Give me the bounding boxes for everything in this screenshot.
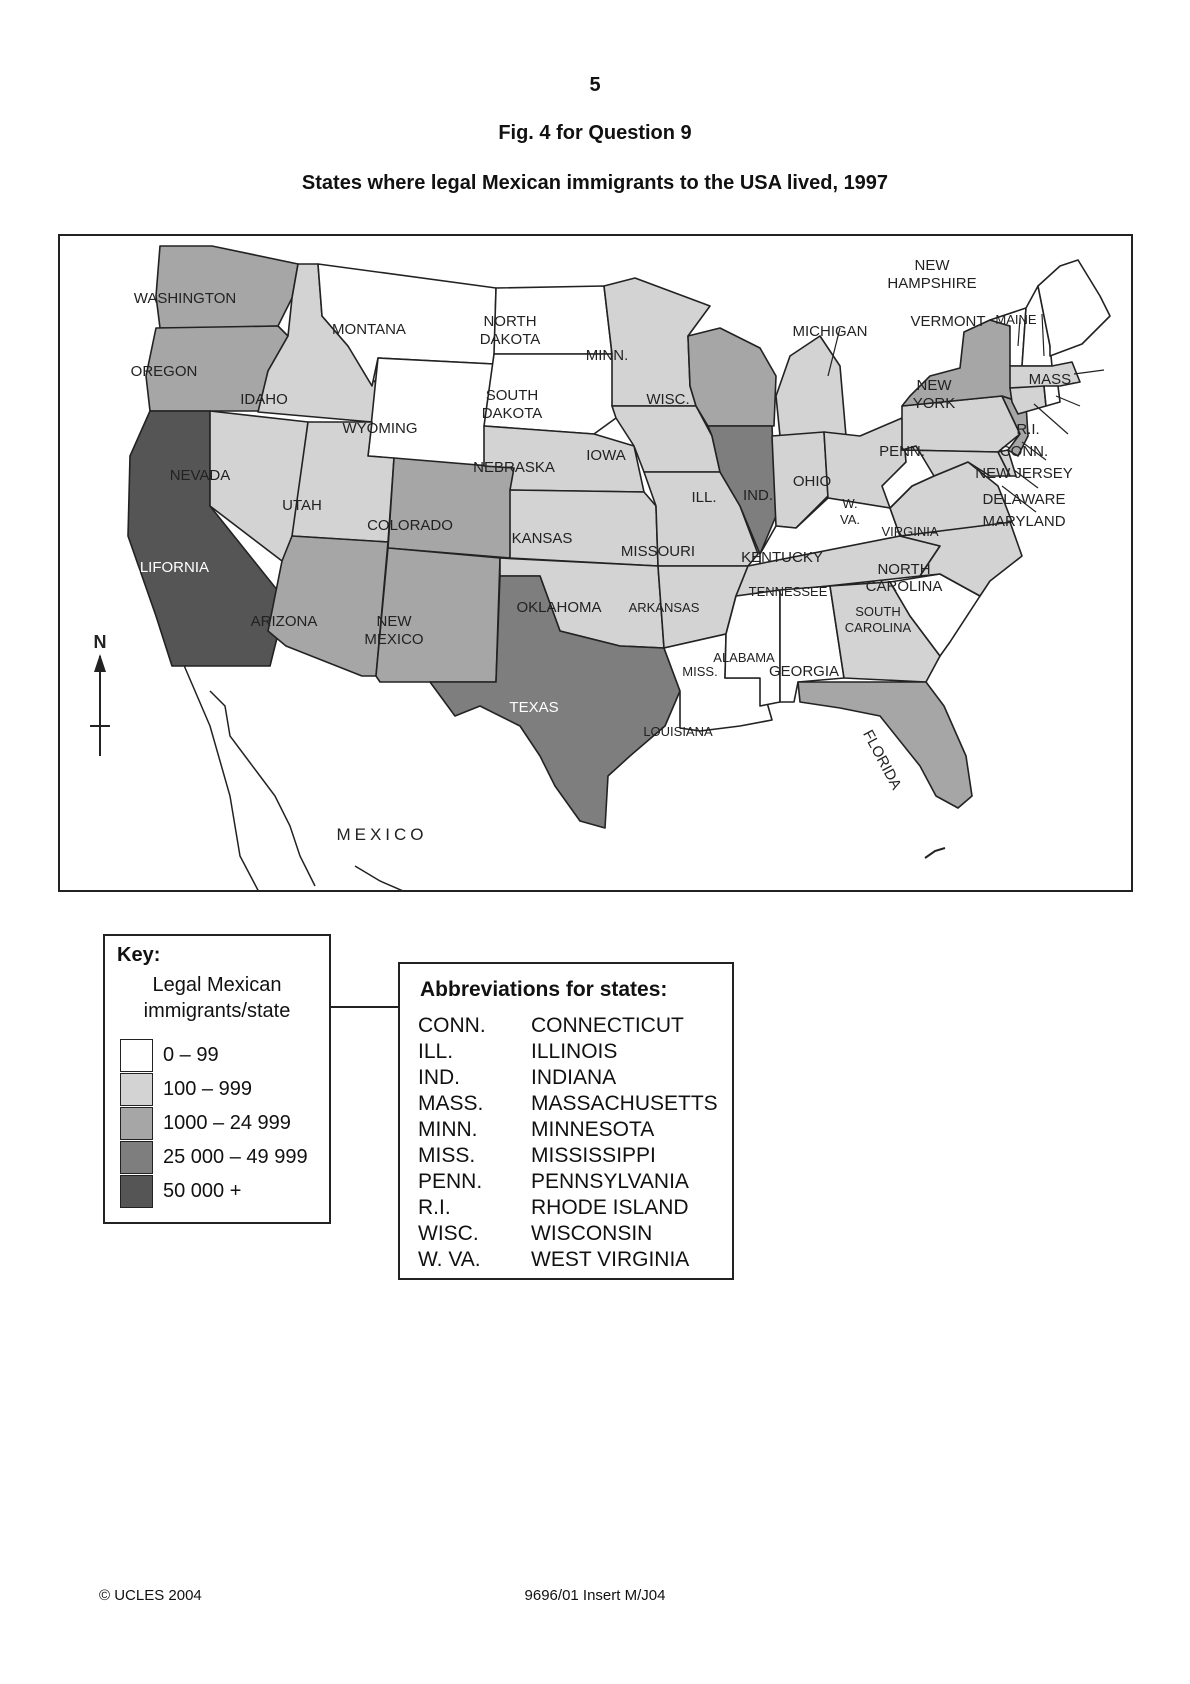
florida-keys <box>925 848 945 858</box>
abbreviation-code: WISC. <box>418 1222 479 1245</box>
label-new-hampshire-1: NEW <box>914 257 950 274</box>
state-wisconsin <box>688 328 776 426</box>
label-new-hampshire-2: HAMPSHIRE <box>887 275 977 292</box>
label-south-carolina-1: SOUTH <box>855 604 901 619</box>
label-kentucky: KENTUCKY <box>741 549 823 566</box>
abbreviations-box <box>398 962 734 1280</box>
label-new-mexico-1: NEW <box>376 613 412 630</box>
label-nebraska: NEBRASKA <box>473 459 555 476</box>
abbreviation-name: WEST VIRGINIA <box>531 1248 690 1271</box>
label-north-carolina-1: NORTH <box>877 561 931 578</box>
state-wyoming <box>368 358 494 466</box>
state-florida <box>798 682 972 808</box>
label-illinois: ILL. <box>691 489 717 506</box>
abbreviation-code: PENN. <box>418 1170 483 1193</box>
label-maryland: MARYLAND <box>982 513 1066 530</box>
page-number: 5 <box>589 74 601 96</box>
label-louisiana: LOUISIANA <box>643 724 713 739</box>
key-item <box>120 1174 241 1208</box>
abbreviation-name: MINNESOTA <box>531 1118 655 1141</box>
key-connector-line <box>331 1006 399 1008</box>
key-item <box>120 1038 219 1072</box>
key-swatch <box>120 1175 153 1208</box>
label-iowa: IOWA <box>586 447 626 464</box>
abbreviation-name: INDIANA <box>531 1066 617 1089</box>
label-montana: MONTANA <box>332 321 406 338</box>
abbreviation-name: CONNECTICUT <box>531 1014 684 1037</box>
key-label: 100 – 999 <box>163 1077 252 1100</box>
abbreviation-name: MASSACHUSETTS <box>531 1092 718 1115</box>
label-new-york-1: NEW <box>916 377 952 394</box>
state-arizona <box>268 536 388 676</box>
label-minnesota: MINN. <box>585 347 629 364</box>
abbreviation-code: MASS. <box>418 1092 484 1115</box>
label-wisconsin: WISC. <box>646 391 690 408</box>
abbreviation-name: RHODE ISLAND <box>531 1196 689 1219</box>
abbreviation-code: MISS. <box>418 1144 476 1167</box>
leader-massachusetts <box>1074 370 1104 374</box>
north-label: N <box>93 632 107 652</box>
label-georgia: GEORGIA <box>768 663 840 680</box>
label-west-virginia-1: W. <box>842 496 858 511</box>
map-key <box>103 934 331 1224</box>
label-kansas: KANSAS <box>511 530 573 547</box>
key-heading: Key: <box>117 944 161 966</box>
abbreviation-code: CONN. <box>418 1014 486 1037</box>
label-florida: FLORIDA <box>859 727 905 793</box>
abbreviation-name: ILLINOIS <box>531 1040 618 1063</box>
label-pennsylvania: PENN. <box>879 443 925 460</box>
key-subtitle-line2: immigrants/state <box>143 1000 291 1022</box>
map-title: States where legal Mexican immigrants to the USA lived, 1997 <box>301 172 889 194</box>
label-alabama: ALABAMA <box>713 650 775 665</box>
figure-title: Fig. 4 for Question 9 <box>498 122 692 144</box>
label-delaware: DELAWARE <box>982 491 1066 508</box>
key-label: 50 000 + <box>163 1179 242 1202</box>
label-tennessee: TENNESSEE <box>748 584 828 599</box>
label-utah: UTAH <box>282 497 322 514</box>
baja-peninsula <box>210 691 315 886</box>
label-south-carolina-2: CAROLINA <box>844 620 912 635</box>
label-missouri: MISSOURI <box>620 543 696 560</box>
label-oregon: OREGON <box>130 363 198 380</box>
label-idaho: IDAHO <box>240 391 288 408</box>
label-south-dakota-1: SOUTH <box>485 387 539 404</box>
label-arizona: ARIZONA <box>250 613 318 630</box>
label-south-dakota-2: DAKOTA <box>481 405 543 422</box>
key-label: 0 – 99 <box>163 1043 219 1066</box>
key-swatch <box>120 1141 153 1174</box>
label-wyoming: WYOMING <box>342 420 418 437</box>
key-label: 25 000 – 49 999 <box>163 1145 308 1168</box>
usa-map-svg <box>60 236 1133 892</box>
label-texas: TEXAS <box>509 699 559 716</box>
label-north-dakota-1: NORTH <box>483 313 537 330</box>
label-colorado: COLORADO <box>367 517 453 534</box>
footer-copyright: © UCLES 2004 <box>99 1587 202 1604</box>
label-virginia: VIRGINIA <box>881 524 939 539</box>
abbreviation-name: WISCONSIN <box>531 1222 653 1245</box>
key-swatch <box>120 1039 153 1072</box>
state-washington <box>156 246 298 328</box>
label-california: CALIFORNIA <box>118 559 210 576</box>
key-item <box>120 1106 291 1140</box>
key-label: 1000 – 24 999 <box>163 1111 291 1134</box>
label-ohio: OHIO <box>792 473 832 490</box>
key-subtitle <box>105 972 329 1024</box>
abbreviation-code: MINN. <box>418 1118 478 1141</box>
label-michigan: MICHIGAN <box>792 323 868 340</box>
label-rhode-island: R.I. <box>1016 421 1040 438</box>
usa-map <box>58 234 1133 892</box>
abbreviation-code: R.I. <box>418 1196 451 1219</box>
label-new-jersey: NEW JERSEY <box>975 465 1073 482</box>
key-item <box>120 1140 308 1174</box>
abbreviation-code: IND. <box>418 1066 460 1089</box>
label-washington: WASHINGTON <box>133 290 237 307</box>
label-vermont: VERMONT <box>910 313 986 330</box>
key-swatch <box>120 1107 153 1140</box>
state-michigan <box>776 336 846 436</box>
label-west-virginia-2: VA. <box>840 512 860 527</box>
state-maine <box>1038 260 1110 356</box>
key-subtitle-line1: Legal Mexican <box>152 974 282 996</box>
label-massachusetts: MASS. <box>1028 371 1076 388</box>
label-north-dakota-2: DAKOTA <box>479 331 541 348</box>
mexico-coastline <box>180 656 260 892</box>
label-new-york-2: YORK <box>912 395 956 412</box>
label-new-mexico-2: MEXICO <box>364 631 424 648</box>
label-indiana: IND. <box>743 487 773 504</box>
key-item <box>120 1072 252 1106</box>
gulf-coast-mexico <box>355 866 410 892</box>
label-north-carolina-2: CAROLINA <box>865 578 943 595</box>
north-arrow <box>90 632 110 756</box>
label-nevada: NEVADA <box>169 467 231 484</box>
label-mississippi: MISS. <box>682 664 718 679</box>
label-mexico: MEXICO <box>336 825 428 844</box>
abbreviations-heading: Abbreviations for states: <box>420 978 668 1001</box>
abbreviation-code: W. VA. <box>418 1248 481 1271</box>
state-rhode-island <box>1044 386 1060 406</box>
abbreviation-name: MISSISSIPPI <box>531 1144 656 1167</box>
label-maine: MAINE <box>995 312 1037 327</box>
label-arkansas: ARKANSAS <box>628 600 700 615</box>
label-connecticut: CONN. <box>999 443 1049 460</box>
label-oklahoma: OKLAHOMA <box>516 599 602 616</box>
footer-reference: 9696/01 Insert M/J04 <box>524 1587 666 1604</box>
key-swatch <box>120 1073 153 1106</box>
abbreviation-name: PENNSYLVANIA <box>531 1170 689 1193</box>
abbreviation-code: ILL. <box>418 1040 454 1063</box>
